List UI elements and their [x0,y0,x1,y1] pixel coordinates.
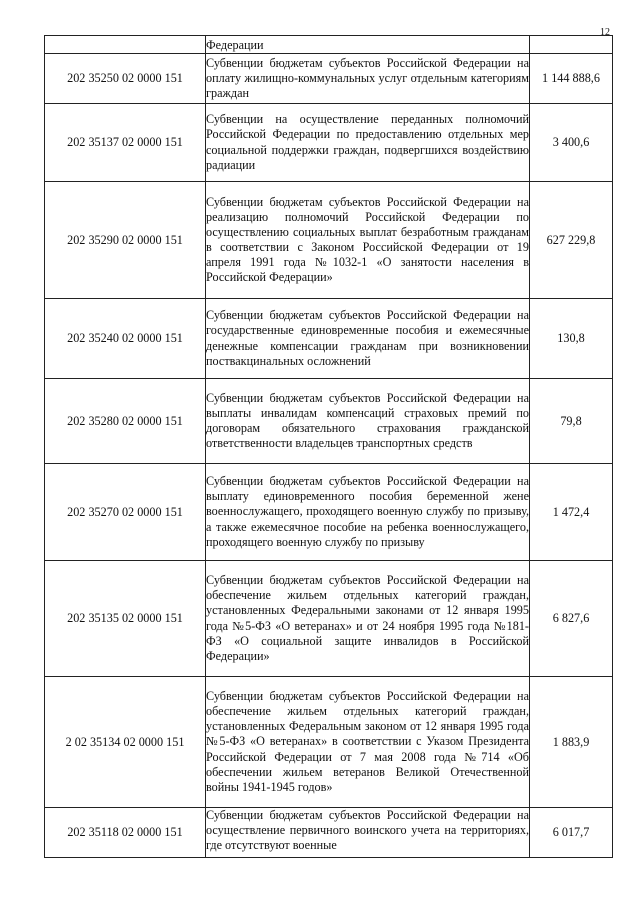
amount-cell: 1 144 888,6 [530,54,613,104]
description-cell: Субвенции бюджетам субъектов Российской Федерации на выплату единовременного пособия беременной жене военнослужащего, проходящего военную службу по призыву, а также ежемесячное пособие на ребенка военнослужащего, проходящего военную службу по призыву [206,464,530,561]
code-cell: 202 35270 02 0000 151 [45,464,206,561]
description-cell: Субвенции бюджетам субъектов Российской Федерации на осуществление первичного воинского учета на территориях, где отсутствуют военные [206,808,530,858]
amount-cell: 6 017,7 [530,808,613,858]
code-cell: 2 02 35134 02 0000 151 [45,677,206,808]
budget-table [44,35,613,858]
table-row [45,54,613,104]
code-cell: 202 35135 02 0000 151 [45,561,206,677]
amount-cell: 130,8 [530,299,613,379]
amount-cell: 1 883,9 [530,677,613,808]
table-row-continued [45,36,613,54]
amount-cell: 79,8 [530,379,613,464]
description-cell: Субвенции бюджетам субъектов Российской Федерации на обеспечение жильем отдельных категорий граждан, установленных Федеральным законом от 12 января 1995 года №5-ФЗ «О ветеранах» в соответствии с Указом Президента Российской Федерации от 7 мая 2008 года №714 «Об обеспечении жильем ветеранов Великой Отечественной войны 1941-1945 годов» [206,677,530,808]
description-cell: Субвенции на осуществление переданных полномочий Российской Федерации по предоставлению отдельных мер социальной поддержки граждан, подвергшихся воздействию радиации [206,104,530,182]
description-cell: Федерации [206,36,530,54]
code-cell: 202 35240 02 0000 151 [45,299,206,379]
amount-cell [530,36,613,54]
description-cell: Субвенции бюджетам субъектов Российской Федерации на оплату жилищно-коммунальных услуг отдельным категориям граждан [206,54,530,104]
code-cell: 202 35290 02 0000 151 [45,182,206,299]
table-row [45,464,613,561]
code-cell: 202 35280 02 0000 151 [45,379,206,464]
table-row [45,182,613,299]
page-number: 12 [600,27,610,38]
table-row [45,299,613,379]
amount-cell: 1 472,4 [530,464,613,561]
code-cell: 202 35137 02 0000 151 [45,104,206,182]
table-row [45,808,613,858]
amount-cell: 627 229,8 [530,182,613,299]
code-cell: 202 35250 02 0000 151 [45,54,206,104]
table-row [45,677,613,808]
description-cell: Субвенции бюджетам субъектов Российской Федерации на обеспечение жильем отдельных категорий граждан, установленных Федеральными законами от 12 января 1995 года №5-ФЗ «О ветеранах» и от 24 ноября 1995 года №181-ФЗ «О социальной защите инвалидов в Российской Федерации» [206,561,530,677]
description-cell: Субвенции бюджетам субъектов Российской Федерации на реализацию полномочий Российской Федерации по осуществлению социальных выплат безработным гражданам в соответствии с Законом Российской Федерации от 19 апреля 1991 года №1032-1 «О занятости населения в Российской Федерации» [206,182,530,299]
amount-cell: 3 400,6 [530,104,613,182]
amount-cell: 6 827,6 [530,561,613,677]
description-cell: Субвенции бюджетам субъектов Российской Федерации на выплаты инвалидам компенсаций страховых премий по договорам обязательного страхования гражданской ответственности владельцев транспортных средств [206,379,530,464]
table-row [45,561,613,677]
code-cell: 202 35118 02 0000 151 [45,808,206,858]
code-cell [45,36,206,54]
table-row [45,379,613,464]
description-cell: Субвенции бюджетам субъектов Российской Федерации на государственные единовременные пособия и ежемесячные денежные компенсации гражданам при возникновении поствакцинальных осложнений [206,299,530,379]
table-row [45,104,613,182]
